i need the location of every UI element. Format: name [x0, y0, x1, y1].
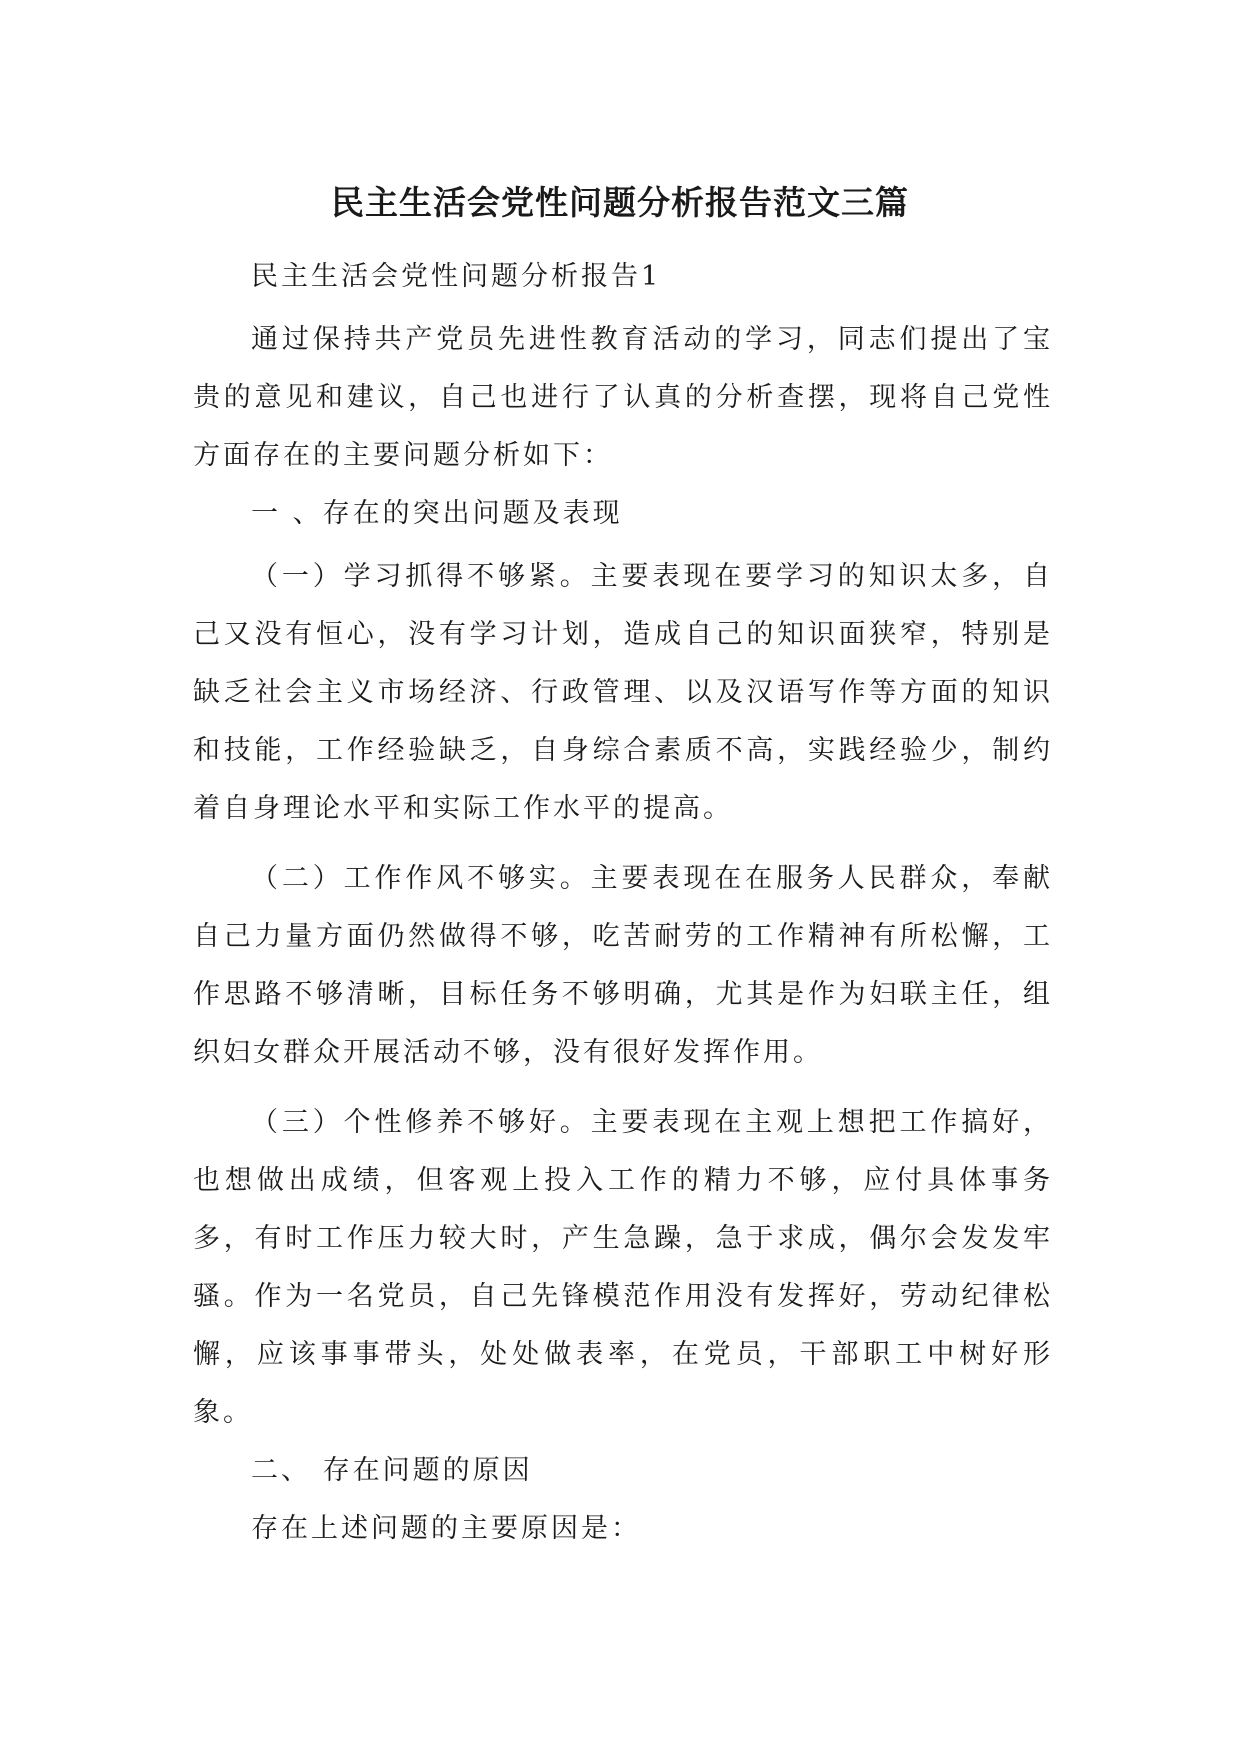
report-subtitle: 民主生活会党性问题分析报告1 [251, 261, 662, 292]
document-title: 民主生活会党性问题分析报告范文三篇 [331, 183, 909, 222]
issue-paragraph-1: （一）学习抓得不够紧。主要表现在要学习的知识太多，自己又没有恒心，没有学习计划，造成自己的知识面狭窄，特别是缺乏社会主义市场经济、行政管理、以及汉语写作等方面的知识和技能，工作经验缺乏，自身综合素质不高，实践经验少，制约着自身理论水平和实际工作水平的提高。 [193, 561, 1053, 824]
issue-paragraph-2: （二）工作作风不够实。主要表现在在服务人民群众，奉献自己力量方面仍然做得不够，吃苦耐劳的工作精神有所松懈，工作思路不够清晰，目标任务不够明确，尤其是作为妇联主任，组织妇女群众开展活动不够，没有很好发挥作用。 [193, 863, 1053, 1068]
causes-intro-paragraph: 存在上述问题的主要原因是： [251, 1513, 641, 1544]
issue-paragraph-3: （三）个性修养不够好。主要表现在主观上想把工作搞好，也想做出成绩，但客观上投入工作的精力不够，应付具体事务多，有时工作压力较大时，产生急躁，急于求成，偶尔会发发牢骚。作为一名党员，自己先锋模范作用没有发挥好，劳动纪律松懈，应该事事带头，处处做表率，在党员，干部职工中树好形象。 [193, 1107, 1053, 1428]
section-heading-2: 二、 存在问题的原因 [251, 1455, 533, 1486]
intro-paragraph: 通过保持共产党员先进性教育活动的学习，同志们提出了宝贵的意见和建议，自己也进行了认真的分析查摆，现将自己党性方面存在的主要问题分析如下： [193, 324, 1053, 471]
document-body [193, 248, 1053, 1558]
section-heading-1: 一 、存在的突出问题及表现 [251, 498, 623, 529]
